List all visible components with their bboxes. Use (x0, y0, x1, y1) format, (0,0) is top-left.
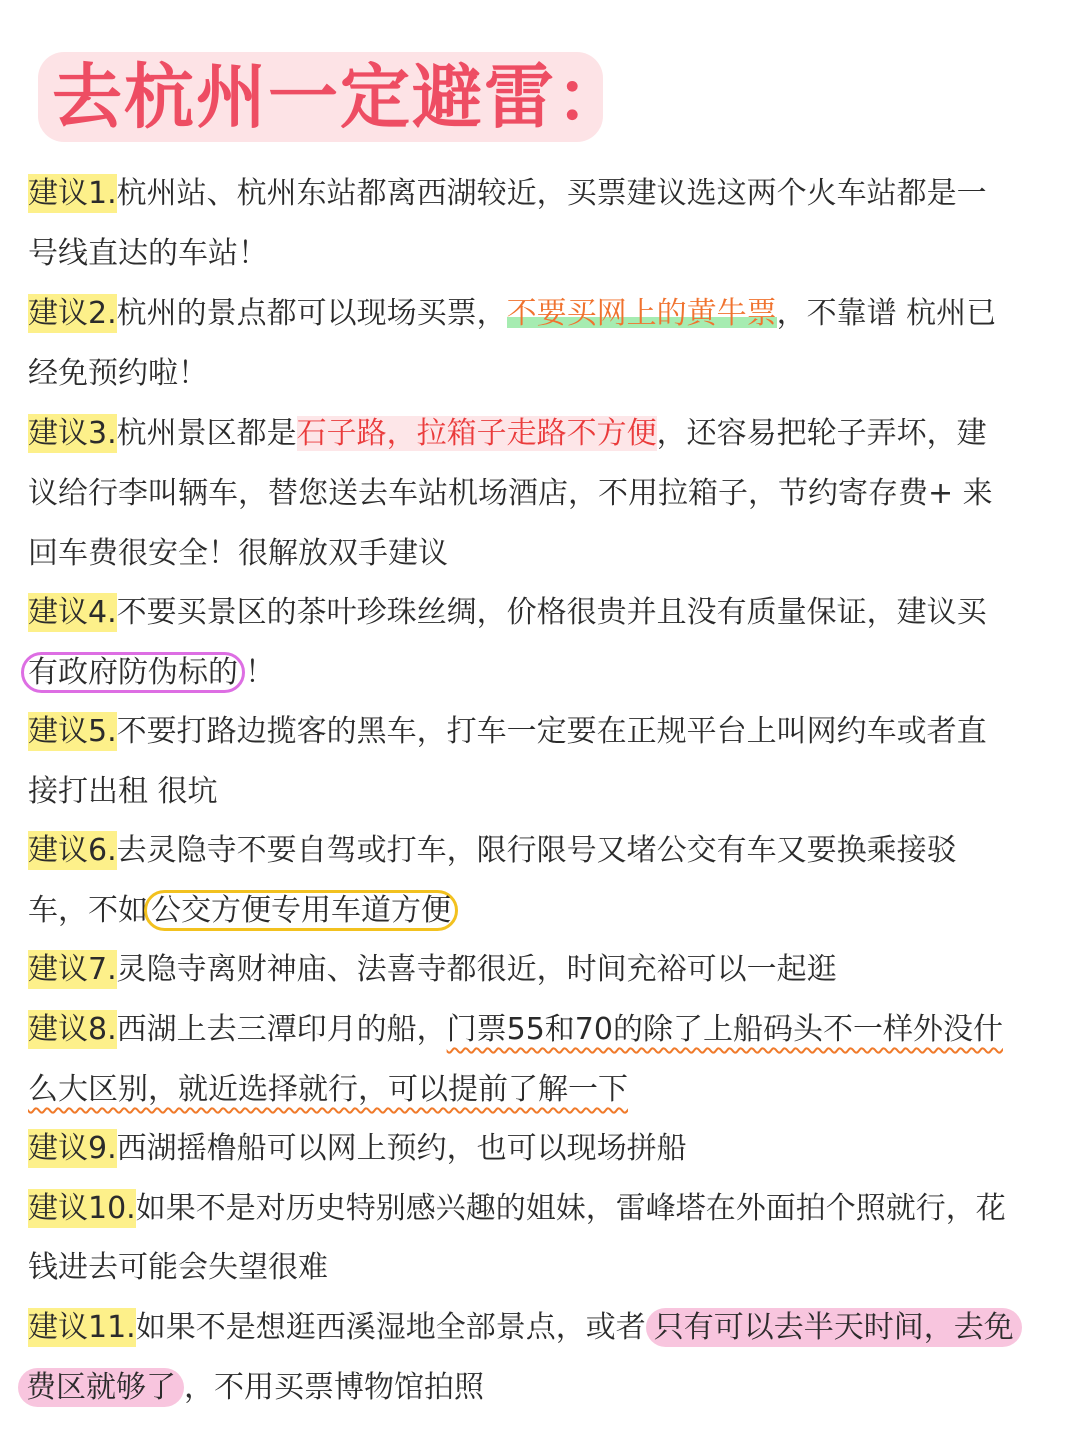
tip-label: 建议8. (28, 1012, 117, 1047)
tip-text: 杭州景区都是 (116, 416, 297, 451)
tip-label: 建议2. (28, 296, 117, 331)
tip-text: 号线直达的车站！ (28, 236, 268, 271)
tip-text: 西湖上去三潭印月的船， (116, 1012, 447, 1047)
tip-text: 车，不如 (28, 893, 148, 928)
highlight-yellow-circle: 公交方便专用车道方便 (144, 890, 458, 931)
tip-text: 去灵隐寺不要自驾或打车，限行限号又堵公交有车又要换乘接驳 (116, 833, 957, 868)
tip-5-line-2 (28, 762, 1050, 822)
tip-label: 建议11. (28, 1310, 136, 1345)
tip-3-line-3 (28, 524, 1050, 584)
tip-label: 建议1. (28, 176, 117, 211)
tip-6-line-2 (28, 881, 1050, 941)
tip-text: 回车费很安全！很解放双手建议 (28, 536, 448, 571)
tip-2 (28, 284, 1050, 344)
tip-label: 建议3. (28, 416, 117, 451)
tip-6 (28, 821, 1050, 881)
tip-2-line-2 (28, 344, 1050, 404)
tip-text: ，不靠谱 杭州已 (776, 296, 997, 331)
tip-text: 如果不是想逛西溪湿地全部景点，或者 (135, 1310, 646, 1345)
tip-text: 议给行李叫辆车，替您送去车站机场酒店，不用拉箱子，节约寄存费+ 来 (28, 476, 993, 511)
tip-text: 杭州站、杭州东站都离西湖较近，买票建议选这两个火车站都是一 (116, 176, 987, 211)
highlight-green-marker: 不要买网上的黄牛票 (506, 296, 777, 331)
tip-4 (28, 583, 1050, 643)
highlight-red-text: 石子路，拉箱子走路不方便 (296, 416, 657, 451)
tip-text: 灵隐寺离财神庙、法喜寺都很近，时间充裕可以一起逛 (116, 952, 837, 987)
tip-5 (28, 702, 1050, 762)
tip-text: ！ (245, 655, 275, 690)
tip-text: 不要买景区的茶叶珍珠丝绸，价格很贵并且没有质量保证，建议买 (116, 595, 987, 630)
page-title: 去杭州一定避雷： (52, 56, 628, 138)
tip-10 (28, 1179, 1050, 1239)
tip-label: 建议5. (28, 714, 117, 749)
tip-text: 杭州的景点都可以现场买票， (116, 296, 507, 331)
tip-text: 如果不是对历史特别感兴趣的姐妹，雷峰塔在外面拍个照就行，花 (135, 1191, 1006, 1226)
title-banner (38, 52, 628, 142)
tip-text: 接打出租 很坑 (28, 774, 218, 809)
tip-11 (28, 1298, 1050, 1358)
tip-10-line-2 (28, 1238, 1050, 1298)
tip-text: ，还容易把轮子弄坏，建 (656, 416, 987, 451)
tip-1-line-2 (28, 224, 1050, 284)
highlight-purple-circle: 有政府防伪标的 (21, 652, 245, 693)
tip-3 (28, 404, 1050, 464)
tip-text: 西湖摇橹船可以网上预约，也可以现场拼船 (116, 1131, 687, 1166)
tip-9 (28, 1119, 1050, 1179)
tip-8-line-2 (28, 1060, 1050, 1120)
tip-text: 钱进去可能会失望很难 (28, 1250, 328, 1285)
tip-3-line-2 (28, 464, 1050, 524)
tip-label: 建议4. (28, 595, 117, 630)
tip-label: 建议6. (28, 833, 117, 868)
tip-4-line-2 (28, 643, 1050, 703)
tip-8 (28, 1000, 1050, 1060)
highlight-pink-marker: 只有可以去半天时间，去免 (646, 1308, 1022, 1347)
tip-label: 建议10. (28, 1191, 136, 1226)
tip-1 (28, 164, 1050, 224)
highlight-pink-marker: 费区就够了 (18, 1368, 184, 1407)
tip-label: 建议7. (28, 952, 117, 987)
wavy-underline-text: 么大区别，就近选择就行，可以提前了解一下 (28, 1072, 628, 1107)
tip-text: ，不用买票博物馆拍照 (184, 1370, 484, 1405)
tip-7 (28, 940, 1050, 1000)
tip-text: 不要打路边揽客的黑车，打车一定要在正规平台上叫网约车或者直 (116, 714, 987, 749)
tip-11-line-2 (28, 1358, 1050, 1418)
tip-label: 建议9. (28, 1131, 117, 1166)
tip-text: 经免预约啦！ (28, 356, 208, 391)
wavy-underline-text: 门票55和70的除了上船码头不一样外没什 (446, 1012, 1003, 1047)
